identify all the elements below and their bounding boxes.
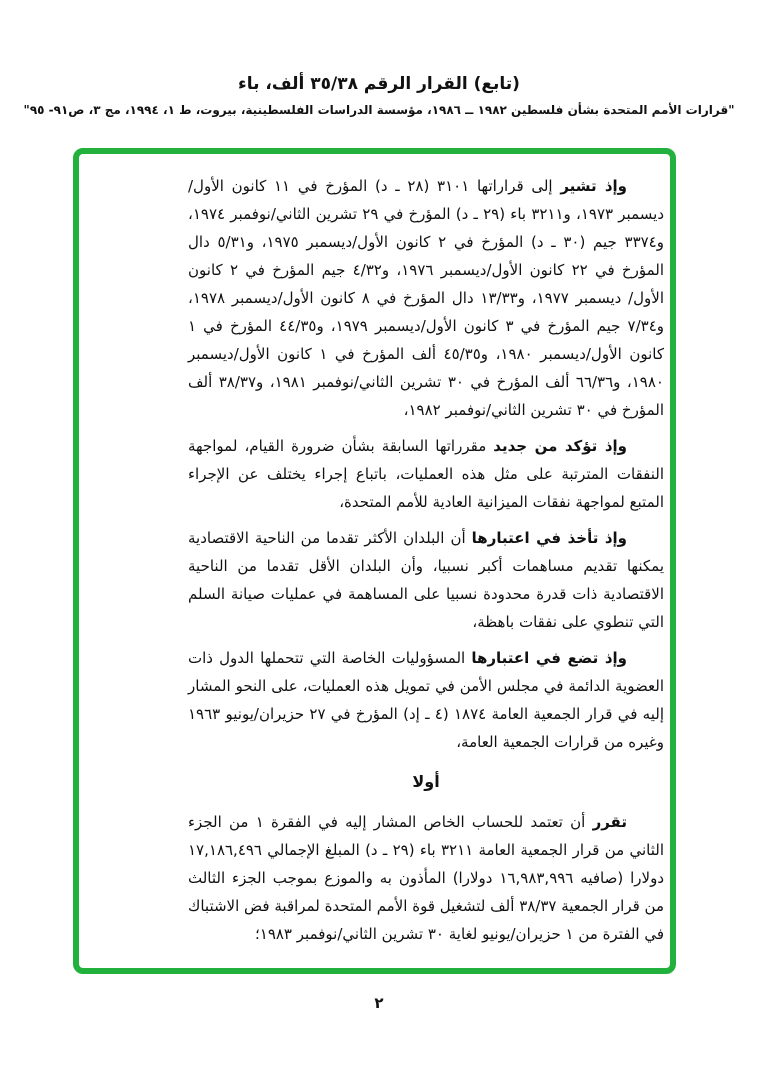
operative-paragraph bbox=[188, 808, 664, 948]
paragraph-text: مقرراتها السابقة بشأن ضرورة القيام، لمواجهة النفقات المترتبة على مثل هذه العمليات، باتباع إجراء يختلف عن الإجراء المتبع لمواجهة نفقات الميزانية العادية للأمم المتحدة، bbox=[188, 437, 664, 511]
paragraph-lead: وإذ تشير bbox=[560, 177, 627, 195]
preamble-paragraph bbox=[188, 172, 664, 424]
preamble-paragraph bbox=[188, 524, 664, 636]
paragraph-text: إلى قراراتها ٣١٠١ ‭(د ـ ٢٨)‬ المؤرخ في ١١ كانون الأول/ديسمبر ١٩٧٣، و٣٢١١ باء ‭(د ـ ٢٩)‬ المؤرخ في ٢٩ تشرين الثاني/نوفمبر ١٩٧٤، و٣٣٧٤ جيم ‭(د ـ ٣٠)‬ المؤرخ في ٢ كانون الأول/ديسمبر ١٩٧٥، و٥/٣١ دال المؤرخ في ٢٢ كانون الأول/ديسمبر ١٩٧٦، و٤/٣٢ جيم المؤرخ في ٢ كانون الأول/ ديسمبر ١٩٧٧، و١٣/٣٣ دال المؤرخ في ٨ كانون الأول/ديسمبر ١٩٧٨، و٧/٣٤ جيم المؤرخ في ٣ كانون الأول/ديسمبر ١٩٧٩، و٤٤/٣٥ المؤرخ في ١ كانون الأول/ديسمبر ١٩٨٠، و٤٥/٣٥ ألف المؤرخ في ١ كانون الأول/ديسمبر ١٩٨٠، و٦٦/٣٦ ألف المؤرخ في ٣٠ تشرين الثاني/نوفمبر ١٩٨١، و٣٨/٣٧ ألف المؤرخ في ٣٠ تشرين الثاني/نوفمبر ١٩٨٢، bbox=[188, 177, 665, 419]
paragraph-lead: وإذ تضع في اعتبارها bbox=[471, 649, 628, 667]
paragraph-lead: وإذ تؤكد من جديد bbox=[493, 437, 627, 455]
page-title: (تابع) القرار الرقم ٣٥/٣٨ ألف، باء bbox=[238, 74, 520, 94]
preamble-paragraph bbox=[188, 644, 664, 756]
paragraph-text: أن تعتمد للحساب الخاص المشار إليه في الفقرة ١ من الجزء الثاني من قرار الجمعية العامة ٣٢١١ باء ‭(د ـ ٢٩)‬ المبلغ الإجمالي ١٧,١٨٦,٤٩٦ دولارا (صافيه ١٦,٩٨٣,٩٩٦ دولارا) المأذون به والموزع بموجب الجزء الثالث من قرار الجمعية ٣٨/٣٧ ألف لتشغيل قوة الأمم المتحدة لمراقبة فض الاشتباك في الفترة من ١ حزيران/يونيو لغاية ٣٠ تشرين الثاني/نوفمبر ١٩٨٣؛ bbox=[188, 813, 664, 943]
source-citation: "قرارات الأمم المتحدة بشأن فلسطين ١٩٨٢ ــ ١٩٨٦، مؤسسة الدراسات الفلسطينية، بيروت، ط ١، ١٩٩٤، مج ٣، ص٩١- ٩٥" bbox=[23, 103, 735, 117]
paragraph-text: أن البلدان الأكثر تقدما من الناحية الاقتصادية يمكنها تقديم مساهمات أكبر نسبيا، وأن البلدان الأقل تقدما من الناحية الاقتصادية ذات قدرة محدودة نسبيا على المساهمة في عمليات صيانة السلم التي تنطوي على نفقات باهظة، bbox=[188, 529, 664, 631]
section-heading: أولا bbox=[412, 772, 440, 791]
text-column bbox=[188, 172, 664, 956]
page-number: ٢ bbox=[374, 994, 384, 1012]
paragraph-text: المسؤوليات الخاصة التي تتحملها الدول ذات العضوية الدائمة في مجلس الأمن في تمويل هذه العمليات، على النحو المشار إليه في قرار الجمعية العامة ١٨٧٤ ‭(دإ ـ ٤)‬ المؤرخ في ٢٧ حزيران/يونيو ١٩٦٣ وغيره من قرارات الجمعية العامة، bbox=[188, 649, 664, 751]
paragraph-lead: تقرر bbox=[592, 813, 627, 831]
paragraph-lead: وإذ تأخذ في اعتبارها bbox=[471, 529, 627, 547]
preamble-paragraph bbox=[188, 432, 664, 516]
